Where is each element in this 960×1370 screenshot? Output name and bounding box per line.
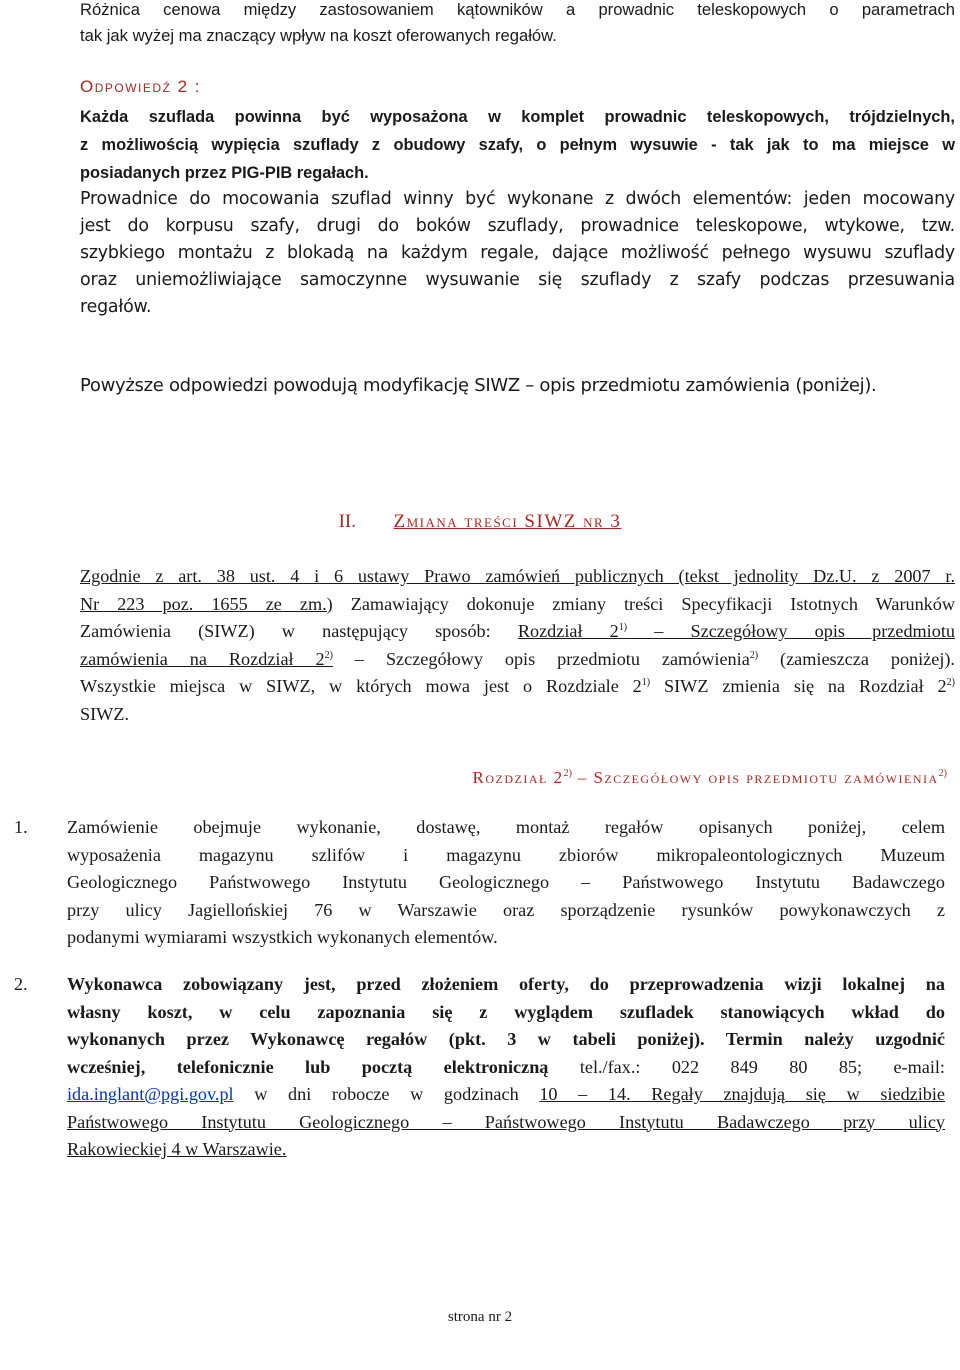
chapter-ref-text: Rozdział 2 [517,621,619,641]
footnote-mark: 2) [563,768,572,779]
answer-body-line: oraz uniemożliwiające samoczynne wysuwanie się szuflady z szafy podczas przesuwania [80,270,955,290]
item-body [67,814,945,952]
item-line: Państwowego Instytutu Geologicznego – Państwowego Instytutu Badawczego przy ulicy [67,1111,945,1132]
section2-text: – Szczegółowy opis przedmiotu zamówienia [332,648,750,669]
footnote-mark: 1) [641,677,651,688]
section2-text: Wszystkie miejsca w SIWZ, w których mowa jest o Rozdziale 2 [80,676,642,696]
section2-paragraph [80,563,955,728]
item-text: w dni robocze w godzinach [233,1084,540,1104]
answer-bold-paragraph [80,103,955,187]
item-line: Geologicznego Państwowego Instytutu Geologicznego – Państwowego Instytutu Badawczego [67,872,945,893]
item-line: Zamówienie obejmuje wykonanie, dostawę, montaż regałów opisanych poniżej, celem [67,817,945,837]
section2-text: Zamawiający dokonuje zmiany treści Specyfikacji Istotnych Warunków [332,593,956,614]
item-line: wykonanych przez Wykonawcę regałów (pkt. 3 w tabeli poniżej). Termin należy uzgodnić [67,1029,945,1049]
chapter-title: Rozdział 2 [472,768,564,787]
section2-line: SIWZ. [80,703,129,724]
footnote-mark: 1) [618,622,628,633]
office-hours: 10 – 14. [539,1084,631,1104]
section2-line: Zgodnie z art. 38 ust. 4 i 6 ustawy Prawo zamówień publicznych (tekst jednolity Dz.U. z 2007 r. [80,566,955,586]
chapter-ref-old [518,621,955,641]
email-link[interactable]: ida.inglant@pgi.gov.pl [67,1084,234,1104]
answer-body-line: regałów. [80,297,152,317]
item-bold-text: wcześniej, telefonicznie lub pocztą elektroniczną [67,1056,549,1077]
answer-bold-line: z możliwością wypięcia szuflady z obudowy szafy, o pełnym wysuwie - tak jak to ma miejsce w [80,136,955,154]
intro-line: Różnica cenowa między zastosowaniem kątowników a prowadnic teleskopowych o parametrach [80,0,955,19]
answer-bold-line: Każda szuflada powinna być wyposażona w komplet prowadnic teleskopowych, trójdzielnych, [80,108,955,126]
section-heading [0,508,960,536]
item-line [67,1081,945,1109]
item-line: własny koszt, w celu zapoznania się z wyglądem szufladek stanowiących wkład do [67,1001,945,1022]
section2-line [80,673,955,701]
item-line: Rakowieckiej 4 w Warszawie. [67,1139,287,1159]
item-text: tel./fax.: 022 849 80 85; e-mail: [548,1056,945,1077]
answer-body-line: Prowadnice do mocowania szuflad winny być wykonane z dwóch elementów: jeden mocowany [80,189,955,209]
chapter-ref-new [80,649,333,669]
footnote-mark: 2) [946,677,955,688]
footnote-mark: 2) [749,649,759,661]
section-title: Zmiana treści SIWZ nr 3 [393,511,622,532]
section2-line [80,646,955,674]
answer-heading: Odpowiedź 2 : [80,77,202,96]
chapter-ref-text: – Szczegółowy opis przedmiotu [627,621,955,641]
chapter-ref-text: zamówienia na Rozdział 2 [80,648,325,669]
chapter-heading [473,765,947,791]
intro-line: tak jak wyżej ma znaczący wpływ na koszt oferowanych regałów. [80,26,557,45]
section2-line [80,591,955,619]
intro-paragraph [80,0,955,49]
answer-body-line: jest do korpusu szafy, drugi do boków szuflady, prowadnice teleskopowe, wtykowe, tzw. [80,216,955,236]
item-line [67,1054,945,1082]
chapter-title: – Szczegółowy opis przedmiotu zamówienia [571,768,939,787]
page-number: strona nr 2 [447,1309,513,1325]
section2-text: Zamówienia (SIWZ) w następujący sposób: [80,621,518,641]
answer-body-line: szybkiego montażu z blokadą na każdym regale, dające możliwość pełnego wysuwu szuflady [80,243,955,263]
section2-text: (zamieszcza poniżej). [758,648,955,669]
item-line: Wykonawca zobowiązany jest, przed złożeniem oferty, do przeprowadzenia wizji lokalnej na [67,974,945,994]
section2-line [80,618,955,646]
footnote-mark: 2) [324,649,333,661]
item-line: wyposażenia magazynu szlifów i magazynu zbiorów mikropaleontologicznych Muzeum [67,844,945,865]
item-number: 1. [14,817,28,837]
section-number: II. [338,511,356,532]
item-body [67,971,945,1164]
answer-bold-line: posiadanych przez PIG-PIB regałach. [80,164,369,182]
answer-summary: Powyższe odpowiedzi powodują modyfikację SIWZ – opis przedmiotu zamówienia (poniżej). [80,375,877,396]
footnote-mark: 2) [938,768,947,779]
section2-text: SIWZ zmienia się na Rozdział 2 [650,676,947,696]
legal-ref: Nr 223 poz. 1655 ze zm.) [80,593,333,614]
item-line: podanymi wymiarami wszystkich wykonanych elementów. [67,927,498,948]
item-text: Regały znajdują się w siedzibie [630,1084,946,1104]
answer-body-paragraph [80,186,955,321]
item-line: przy ulicy Jagiellońskiej 76 w Warszawie oraz sporządzenie rysunków powykonawczych z [67,899,945,920]
item-number: 2. [14,974,28,994]
